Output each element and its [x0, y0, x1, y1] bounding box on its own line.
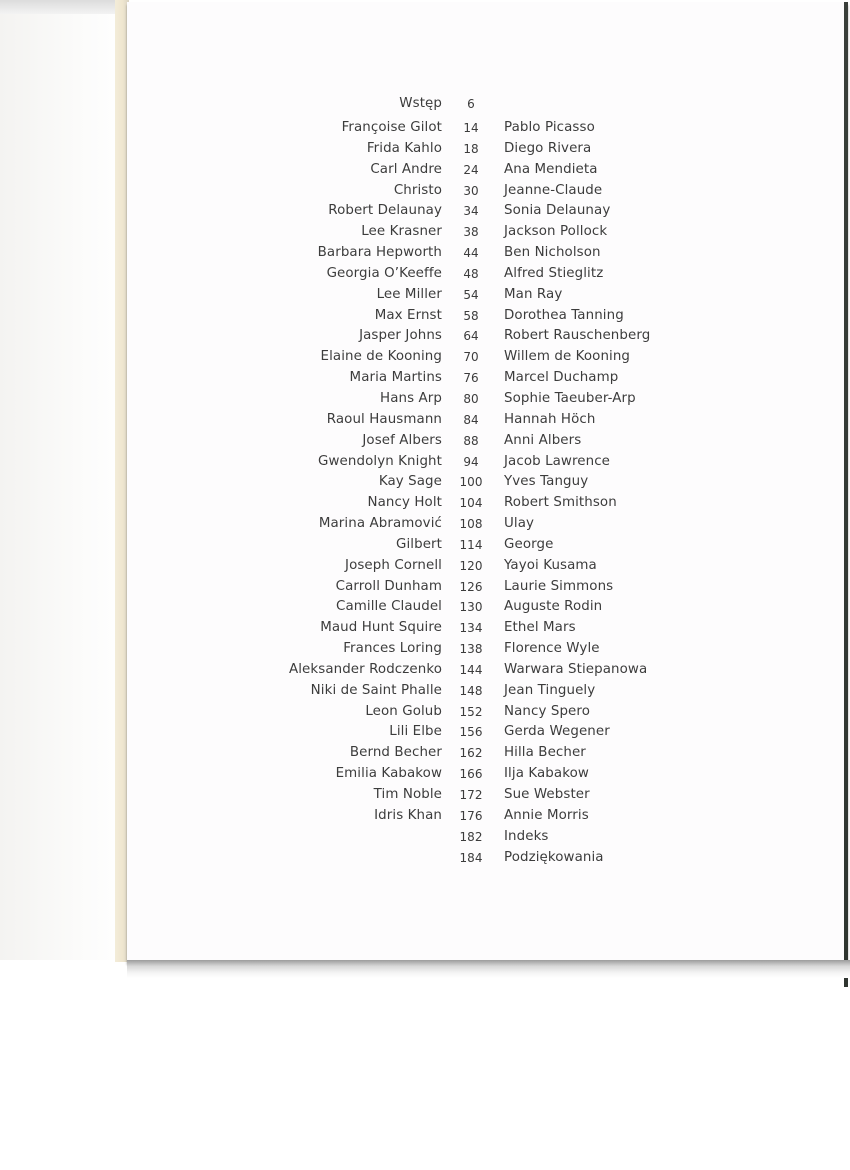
- toc-right-name: Marcel Duchamp: [504, 370, 619, 386]
- toc-entry: [0, 743, 850, 764]
- toc-left-name: Kay Sage: [378, 474, 442, 490]
- toc-entry: [0, 201, 850, 222]
- toc-entry: [0, 139, 850, 160]
- toc-page-number: 156: [459, 725, 483, 740]
- toc-left-name: Nancy Holt: [367, 495, 442, 511]
- toc-right-name: Man Ray: [504, 286, 563, 302]
- toc-entry: [0, 368, 850, 389]
- toc-right-name: Hilla Becher: [504, 745, 586, 761]
- toc-entry: [0, 389, 850, 410]
- toc-right-name: Willem de Kooning: [504, 349, 631, 365]
- toc-page-number: 88: [463, 433, 479, 448]
- toc-left-name: Carl Andre: [370, 161, 442, 177]
- toc-page-number: 182: [459, 829, 483, 844]
- toc-right-name: Yves Tanguy: [504, 474, 589, 490]
- toc-page-number: 34: [463, 204, 479, 219]
- toc-page-number: 24: [463, 162, 479, 177]
- toc-page-number: 126: [459, 579, 483, 594]
- toc-left-name: Emilia Kabakow: [335, 766, 442, 782]
- toc-entry: [0, 535, 850, 556]
- toc-left-name: Elaine de Kooning: [320, 349, 442, 365]
- toc-entry: [0, 93, 850, 118]
- toc-page-number: 134: [459, 621, 483, 636]
- toc-left-name: Frida Kahlo: [366, 140, 442, 156]
- toc-entry: [0, 285, 850, 306]
- toc-page-number: 114: [459, 537, 483, 552]
- toc-left-name: Raoul Hausmann: [326, 411, 442, 427]
- toc-entry: [0, 306, 850, 327]
- toc-left-name: Lili Elbe: [389, 724, 442, 740]
- toc-right-name: Jackson Pollock: [504, 224, 608, 240]
- toc-left-name: Josef Albers: [362, 432, 442, 448]
- toc-right-name: Anni Albers: [504, 432, 582, 448]
- toc-entry: [0, 514, 850, 535]
- toc-right-name: Florence Wyle: [504, 641, 600, 657]
- toc-entry: [0, 639, 850, 660]
- toc-page-number: 84: [463, 412, 479, 427]
- toc-entry: [0, 722, 850, 743]
- toc-right-name: George: [504, 536, 554, 552]
- page-bottom-shadow: [127, 960, 850, 978]
- toc-right-name: Diego Rivera: [504, 140, 592, 156]
- toc-left-name: Joseph Cornell: [345, 557, 442, 573]
- toc-left-name: Bernd Becher: [349, 745, 442, 761]
- toc-page-number: 30: [463, 183, 479, 198]
- toc-left-name: Robert Delaunay: [328, 203, 442, 219]
- toc-right-name: Nancy Spero: [504, 703, 590, 719]
- toc-page-number: 70: [463, 350, 479, 365]
- toc-page-number: 100: [459, 475, 483, 490]
- toc-page-number: 6: [467, 97, 475, 111]
- toc-right-name: Laurie Simmons: [504, 578, 614, 594]
- toc-left-name: Camille Claudel: [336, 599, 442, 615]
- toc-entry: [0, 431, 850, 452]
- toc-left-name: Lee Krasner: [361, 224, 442, 240]
- toc-right-name: Ilja Kabakow: [504, 766, 589, 782]
- toc-page-number: 44: [463, 246, 479, 261]
- toc-right-name: Hannah Höch: [504, 411, 596, 427]
- toc-right-name: Ethel Mars: [504, 620, 576, 636]
- toc-entry: [0, 577, 850, 598]
- toc-left-name: Françoise Gilot: [341, 120, 442, 135]
- toc-page-number: 14: [463, 121, 479, 135]
- toc-entry: [0, 160, 850, 181]
- toc-right-name: Dorothea Tanning: [504, 307, 624, 323]
- toc-page-number: 18: [463, 141, 479, 156]
- toc-right-name: Jacob Lawrence: [504, 453, 611, 469]
- toc-entry: [0, 222, 850, 243]
- toc-entry: [0, 681, 850, 702]
- toc-left-name: Frances Loring: [343, 641, 442, 657]
- toc-page-number: 54: [463, 287, 479, 302]
- toc-right-name: Sue Webster: [504, 787, 590, 802]
- toc-entry: [0, 410, 850, 431]
- toc-page-number: 120: [459, 558, 483, 573]
- table-of-contents: [0, 93, 850, 868]
- scan-top-left-shade: [0, 0, 128, 14]
- toc-left-name: Leon Golub: [365, 703, 442, 719]
- toc-right-name: Annie Morris: [504, 807, 589, 823]
- toc-page-number: 166: [459, 767, 483, 782]
- toc-left-name: Hans Arp: [380, 390, 442, 406]
- toc-right-name: Ben Nicholson: [504, 245, 601, 261]
- toc-left-name: Maud Hunt Squire: [320, 620, 442, 636]
- toc-entry: [0, 827, 850, 848]
- toc-left-name: Carroll Dunham: [335, 578, 442, 594]
- toc-left-name: Gilbert: [395, 536, 442, 552]
- toc-entry: [0, 785, 850, 806]
- toc-right-name: Alfred Stieglitz: [504, 265, 604, 281]
- toc-page-number: 64: [463, 329, 479, 344]
- toc-page-number: 130: [459, 600, 483, 615]
- toc-right-name: Sonia Delaunay: [504, 203, 611, 219]
- toc-entry: [0, 326, 850, 347]
- toc-right-name: Auguste Rodin: [504, 599, 603, 615]
- toc-page-number: 162: [459, 746, 483, 761]
- toc-page-number: 138: [459, 642, 483, 657]
- toc-page-number: 76: [463, 371, 479, 386]
- toc-right-name: Pablo Picasso: [504, 120, 595, 135]
- toc-entry: [0, 660, 850, 681]
- toc-left-name: Tim Noble: [373, 787, 442, 802]
- toc-page-number: 108: [459, 517, 483, 532]
- toc-left-name: Gwendolyn Knight: [318, 453, 442, 469]
- toc-left-name: Idris Khan: [374, 807, 442, 823]
- toc-right-name: Ana Mendieta: [504, 161, 598, 177]
- toc-right-name: Yayoi Kusama: [504, 557, 597, 573]
- toc-page-number: 104: [459, 496, 483, 511]
- toc-entry: [0, 556, 850, 577]
- toc-left-name: Christo: [393, 182, 442, 198]
- toc-left-name: Georgia O’Keeffe: [326, 265, 442, 281]
- toc-entry: [0, 702, 850, 723]
- toc-left-name: Aleksander Rodczenko: [288, 661, 442, 677]
- toc-right-name: Robert Rauschenberg: [504, 328, 651, 344]
- toc-left-name: Maria Martins: [349, 370, 442, 386]
- toc-right-name: Jeanne-Claude: [504, 182, 603, 198]
- toc-left-name: Wstęp: [399, 96, 442, 111]
- toc-entry: [0, 618, 850, 639]
- toc-right-name: Sophie Taeuber-Arp: [504, 390, 636, 406]
- toc-right-name: Warwara Stiepanowa: [504, 661, 648, 677]
- toc-entry: [0, 118, 850, 139]
- toc-right-name: Jean Tinguely: [504, 682, 596, 698]
- toc-entry: [0, 806, 850, 827]
- toc-page-number: 184: [459, 850, 483, 865]
- toc-entry: [0, 597, 850, 618]
- toc-right-name: Podziękowania: [504, 849, 604, 865]
- toc-entry: [0, 764, 850, 785]
- toc-entry: [0, 181, 850, 202]
- toc-page-number: 148: [459, 683, 483, 698]
- toc-left-name: Marina Abramović: [318, 516, 442, 532]
- toc-entry: [0, 472, 850, 493]
- toc-page-number: 176: [459, 808, 483, 823]
- toc-entry: [0, 493, 850, 514]
- toc-page-number: 38: [463, 225, 479, 240]
- toc-right-name: Robert Smithson: [504, 495, 617, 511]
- toc-right-name: Gerda Wegener: [504, 724, 610, 740]
- toc-page-number: 48: [463, 266, 479, 281]
- toc-left-name: Jasper Johns: [359, 328, 442, 344]
- toc-entry: [0, 347, 850, 368]
- toc-right-name: Ulay: [504, 516, 535, 532]
- toc-page-number: 80: [463, 391, 479, 406]
- toc-entry: [0, 264, 850, 285]
- toc-left-name: Barbara Hepworth: [317, 245, 442, 261]
- toc-right-name: Indeks: [504, 828, 549, 844]
- toc-left-name: Lee Miller: [376, 286, 442, 302]
- toc-left-name: Max Ernst: [374, 307, 442, 323]
- toc-page-number: 172: [459, 788, 483, 802]
- toc-page-number: 94: [463, 454, 479, 469]
- toc-page-number: 152: [459, 704, 483, 719]
- toc-entry: [0, 848, 850, 869]
- toc-entry: [0, 243, 850, 264]
- toc-page-number: 58: [463, 308, 479, 323]
- toc-left-name: Niki de Saint Phalle: [310, 682, 442, 698]
- toc-page-number: 144: [459, 662, 483, 677]
- toc-entry: [0, 452, 850, 473]
